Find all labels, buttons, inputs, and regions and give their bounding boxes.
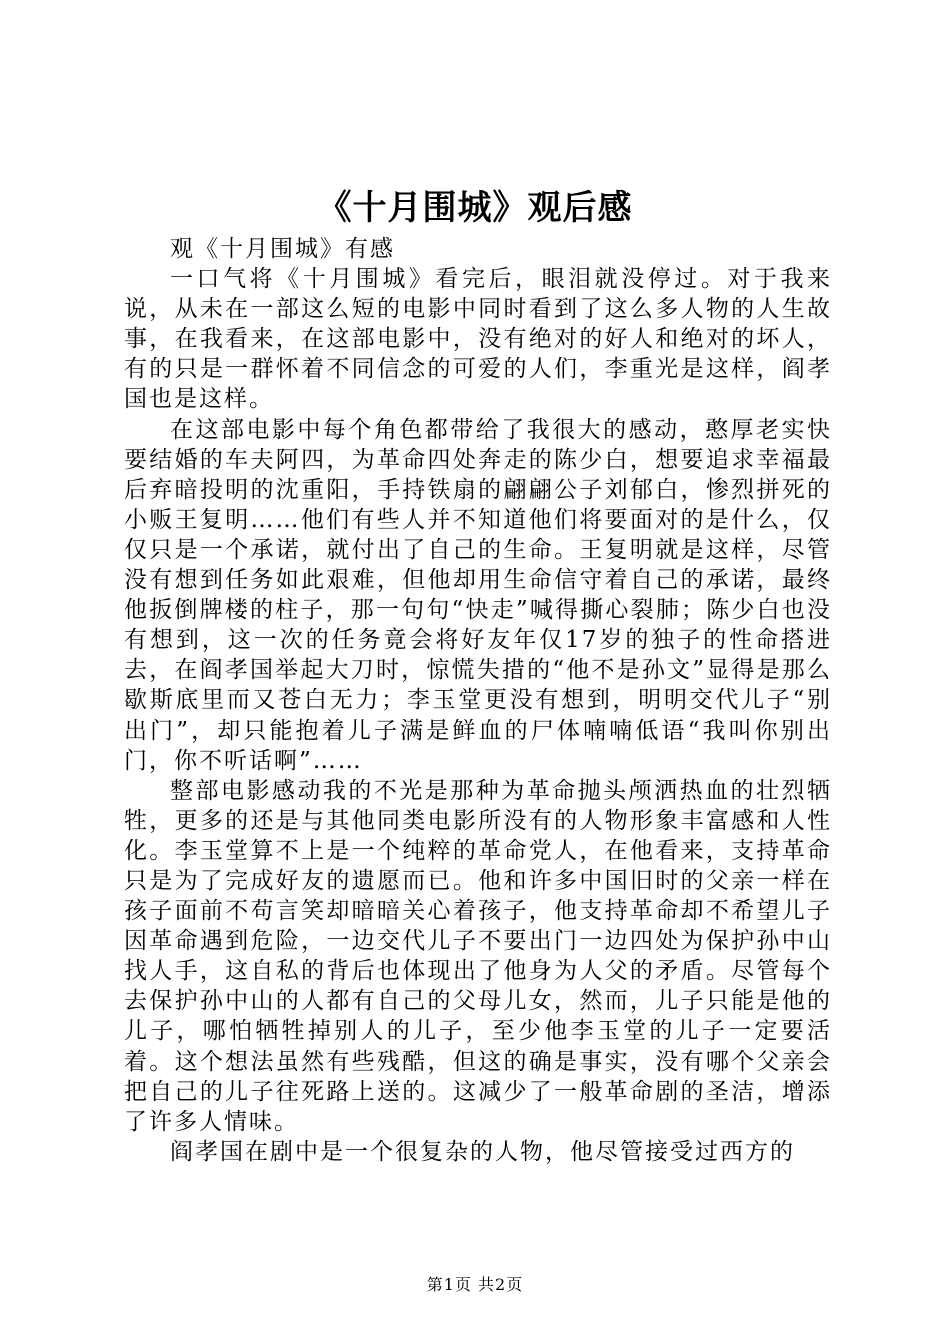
paragraph-4: 阎孝国在剧中是一个很复杂的人物，他尽管接受过西方的 bbox=[170, 1138, 795, 1165]
page-footer: 第1页 共2页 bbox=[426, 1275, 524, 1294]
paragraph-1: 一口气将《十月围城》看完后，眼泪就没停过。对于我来说，从未在一部这么短的电影中同时看到了这么多人物的人生故事，在我看来，在这部电影中，没有绝对的好人和绝对的坏人，有的只是一群怀着不同信念的可爱的人们，李重光是这样，阎孝国也是这样。 bbox=[124, 266, 832, 413]
document-body bbox=[124, 234, 832, 1167]
document-subtitle: 观《十月围城》有感 bbox=[170, 236, 395, 262]
paragraph-3: 整部电影感动我的不光是那种为革命抛头颅洒热血的壮烈牺牲，更多的还是与其他同类电影所没有的人物形象丰富感和人性化。李玉堂算不上是一个纯粹的革命党人，在他看来，支持革命只是为了完成好友的遗愿而已。他和许多中国旧时的父亲一样在孩子面前不苟言笑却暗暗关心着孩子，他支持革命却不希望儿子因革命遇到危险，一边交代儿子不要出门一边四处为保护孙中山找人手，这自私的背后也体现出了他身为人父的矛盾。尽管每个去保护孙中山的人都有自己的父母儿女，然而，儿子只能是他的儿子，哪怕牺牲掉别人的儿子，至少他李玉堂的儿子一定要活着。这个想法虽然有些残酷，但这的确是事实，没有哪个父亲会把自己的儿子往死路上送的。这减少了一般革命剧的圣洁，增添了许多人情味。 bbox=[124, 777, 832, 1135]
document-title: 《十月围城》观后感 bbox=[317, 188, 633, 228]
paragraph-2: 在这部电影中每个角色都带给了我很大的感动，憨厚老实快要结婚的车夫阿四，为革命四处奔走的陈少白，想要追求幸福最后弃暗投明的沈重阳，手持铁扇的翩翩公子刘郁白，惨烈拼死的小贩王复明……他们有些人并不知道他们将要面对的是什么，仅仅只是一个承诺，就付出了自己的生命。王复明就是这样，尽管没有想到任务如此艰难，但他却用生命信守着自己的承诺，最终他扳倒牌楼的柱子，那一句句“快走”喊得撕心裂肺；陈少白也没有想到，这一次的任务竟会将好友年仅17岁的独子的性命搭进去，在阎孝国举起大刀时，惊慌失措的“他不是孙文”显得是那么歇斯底里而又苍白无力；李玉堂更没有想到，明明交代儿子“别出门”，却只能抱着儿子满是鲜血的尸体喃喃低语“我叫你别出门，你不听话啊”…… bbox=[124, 416, 832, 774]
